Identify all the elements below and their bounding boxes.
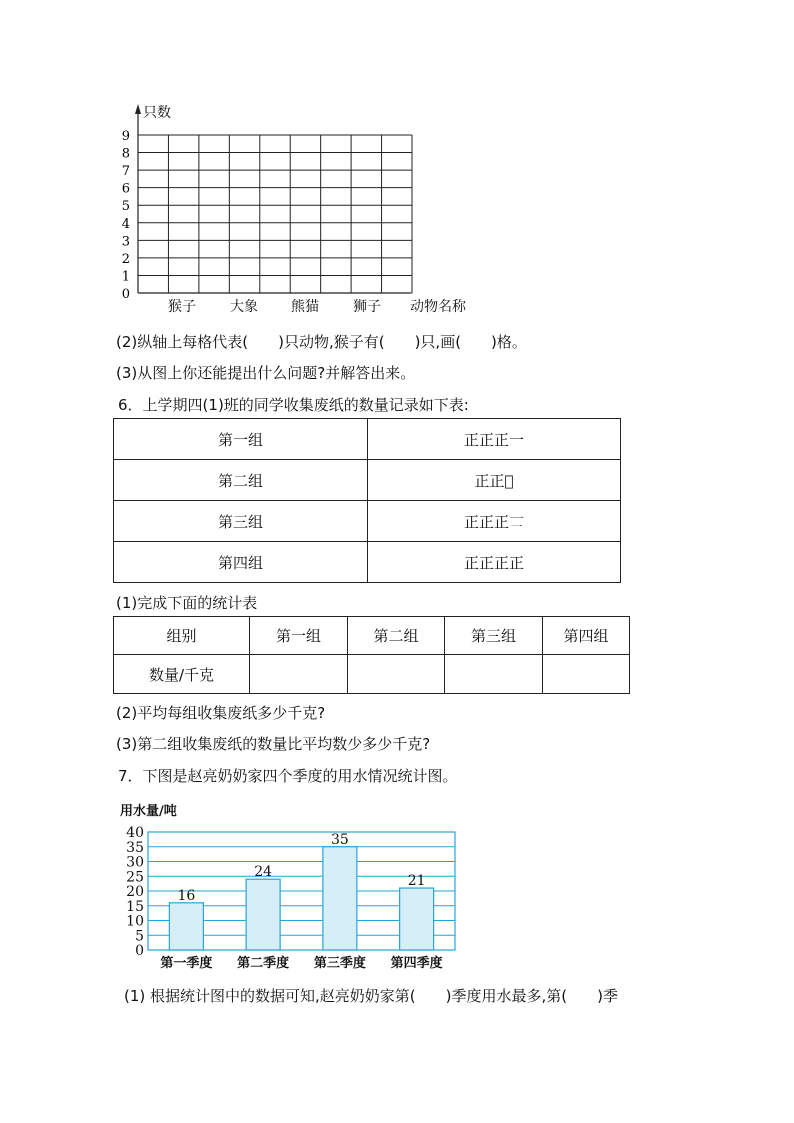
bar-value-label: 35 <box>330 831 349 848</box>
table-row <box>114 617 630 655</box>
tally-mark-cell: 正正正𠄟 <box>368 501 621 542</box>
tally-group-cell: 第四组 <box>114 542 368 583</box>
bar-chart-y-tick: 35 <box>126 839 144 856</box>
tally-mark-cell: 正正𠀌 <box>368 460 621 501</box>
tally-table <box>113 418 621 583</box>
tally-mark-cell: 正正正⼀ <box>368 419 621 460</box>
bar-chart-y-tick: 40 <box>126 825 144 841</box>
tally-mark-cell: 正正正正 <box>368 542 621 583</box>
q6-sub2: (2)平均每组收集废纸多少千克? <box>116 704 326 722</box>
grid-chart <box>110 100 490 320</box>
bar <box>169 903 203 950</box>
tally-group-cell: 第三组 <box>114 501 368 542</box>
grid-y-label: 只数 <box>143 105 171 121</box>
stat-header-cell: 第二组 <box>348 617 445 655</box>
bar-chart-y-tick: 25 <box>126 869 144 886</box>
bar-chart-y-tick: 30 <box>126 854 144 871</box>
q7-title: 7．下图是赵亮奶奶家四个季度的用水情况统计图。 <box>118 767 458 785</box>
stat-row-label: 数量/千克 <box>114 655 250 694</box>
grid-y-tick: 5 <box>121 199 130 215</box>
table-row <box>114 542 621 583</box>
bar-chart-y-tick: 0 <box>135 943 144 959</box>
grid-category-1: 猴子 <box>168 299 196 315</box>
grid-y-ticks <box>122 129 130 302</box>
bar-chart-svg <box>110 796 470 976</box>
tally-group-cell: 第一组 <box>114 419 368 460</box>
grid-y-tick: 1 <box>121 269 130 285</box>
grid-category-3: 熊猫 <box>291 299 319 315</box>
stat-header-cell: 第三组 <box>445 617 543 655</box>
stat-answer-cell[interactable] <box>250 655 348 694</box>
q6-sub1: (1)完成下面的统计表 <box>116 594 258 612</box>
table-row <box>114 501 621 542</box>
y-axis-arrow <box>135 104 141 114</box>
q6-title: 6．上学期四(1)班的同学收集废纸的数量记录如下表: <box>118 396 469 414</box>
grid-y-tick: 6 <box>121 181 130 197</box>
stat-answer-cell[interactable] <box>445 655 543 694</box>
bar-chart-y-label: 用水量/吨 <box>120 804 177 819</box>
stat-answer-cell[interactable] <box>348 655 445 694</box>
question-2: (2)纵轴上每格代表( )只动物,猴子有( )只,画( )格。 <box>116 333 527 351</box>
bar-chart-y-tick: 15 <box>126 898 144 915</box>
bar <box>246 879 280 950</box>
grid-y-tick: 3 <box>121 234 130 250</box>
table-row <box>114 460 621 501</box>
grid-y-tick: 0 <box>121 287 130 302</box>
grid-y-tick: 2 <box>121 251 130 267</box>
bar-category-label: 第三季度 <box>313 956 366 971</box>
bar <box>323 847 357 950</box>
bar-chart-y-tick: 20 <box>126 884 144 900</box>
bar-category-label: 第二季度 <box>237 956 290 971</box>
stat-header-cell: 组别 <box>114 617 250 655</box>
bar-chart-y-tick: 10 <box>126 913 144 930</box>
bar-value-label: 16 <box>177 887 196 904</box>
table-row <box>114 419 621 460</box>
grid-y-tick: 9 <box>121 129 130 144</box>
table-row <box>114 655 630 694</box>
stat-answer-cell[interactable] <box>543 655 630 694</box>
stat-header-cell: 第四组 <box>543 617 630 655</box>
q6-sub3: (3)第二组收集废纸的数量比平均数少多少千克? <box>116 735 431 753</box>
grid-category-2: 大象 <box>230 299 258 315</box>
bar-category-label: 第四季度 <box>390 956 443 971</box>
question-3: (3)从图上你还能提出什么问题?并解答出来。 <box>116 364 416 382</box>
stat-table <box>113 616 630 694</box>
bar-chart <box>110 796 470 976</box>
tally-group-cell: 第二组 <box>114 460 368 501</box>
grid-y-tick: 8 <box>121 146 130 162</box>
grid-y-tick: 7 <box>121 164 130 180</box>
grid-x-label: 动物名称 <box>410 299 466 315</box>
bar-value-label: 21 <box>407 873 426 890</box>
q7-sub1: (1) 根据统计图中的数据可知,赵亮奶奶家第( )季度用水最多,第( )季 <box>124 987 618 1005</box>
grid-y-tick: 4 <box>121 216 130 232</box>
bar-chart-y-tick: 5 <box>135 928 144 945</box>
bar <box>400 888 434 950</box>
grid-chart-svg <box>110 100 490 320</box>
bar-category-label: 第一季度 <box>160 956 213 971</box>
stat-header-cell: 第一组 <box>250 617 348 655</box>
bar-value-label: 24 <box>254 864 273 881</box>
grid-lines <box>138 135 412 293</box>
grid-category-4: 狮子 <box>353 299 381 315</box>
